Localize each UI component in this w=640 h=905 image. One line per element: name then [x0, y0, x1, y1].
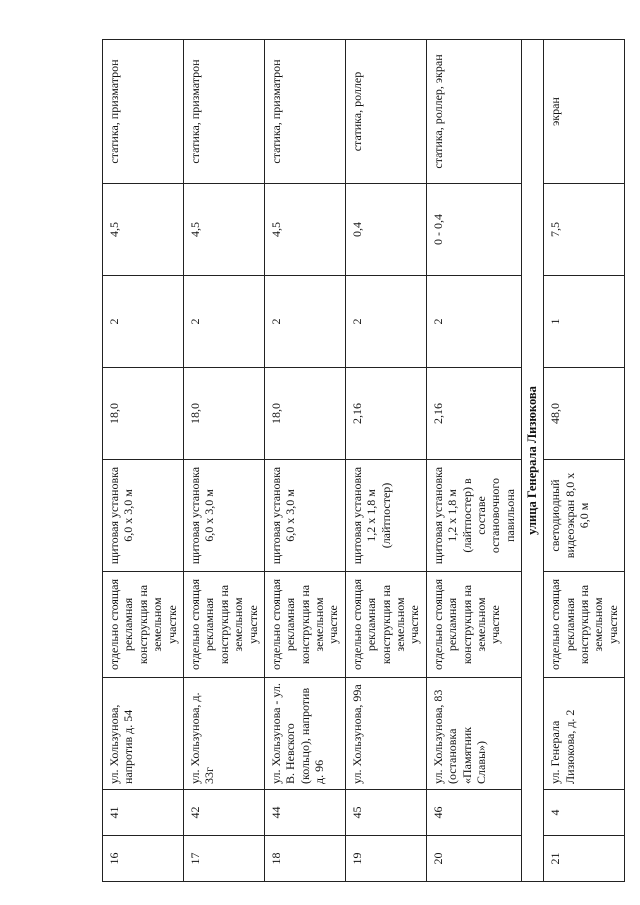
structure-type-cell: отдельно стоящая рекламная конструкция на земельном участке	[345, 572, 426, 678]
table-row	[183, 40, 264, 882]
table-row	[426, 40, 521, 882]
structure-id-cell: 4	[544, 790, 625, 836]
advertising-structures-table	[102, 39, 625, 882]
table-row	[345, 40, 426, 882]
table-row	[103, 40, 184, 882]
address-cell: ул. Хользунова, д. 33г	[183, 678, 264, 790]
area-cell: 48,0	[544, 368, 625, 460]
technology-cell: экран	[544, 40, 625, 184]
technology-cell: статика, призматрон	[183, 40, 264, 184]
section-header-row	[522, 40, 544, 882]
row-number-cell: 18	[264, 836, 345, 882]
structure-kind-cell: щитовая установка 1,2 х 1,8 м (лайтпостер) в составе остановочного павильона	[426, 460, 521, 572]
table-row	[544, 40, 625, 882]
technology-cell: статика, призматрон	[103, 40, 184, 184]
structure-id-cell: 44	[264, 790, 345, 836]
address-cell: ул. Хользунова - ул. В. Невского (кольцо), напротив д. 96	[264, 678, 345, 790]
address-cell: ул. Генерала Лизюкова, д. 2	[544, 678, 625, 790]
structure-kind-cell: щитовая установка 1,2 х 1,8 м (лайтпостер)	[345, 460, 426, 572]
table-row	[264, 40, 345, 882]
structure-id-cell: 46	[426, 790, 521, 836]
size-cell: 0 - 0,4	[426, 184, 521, 276]
area-cell: 18,0	[183, 368, 264, 460]
row-number-cell: 19	[345, 836, 426, 882]
section-title: улица Генерала Лизюкова	[522, 40, 544, 882]
structure-type-cell: отдельно стоящая рекламная конструкция на земельном участке	[426, 572, 521, 678]
area-cell: 18,0	[103, 368, 184, 460]
size-cell: 4,5	[264, 184, 345, 276]
structure-id-cell: 41	[103, 790, 184, 836]
area-cell: 18,0	[264, 368, 345, 460]
address-cell: ул. Хользунова, 83 (остановка «Памятник Славы»)	[426, 678, 521, 790]
structure-type-cell: отдельно стоящая рекламная конструкция на земельном участке	[103, 572, 184, 678]
structure-kind-cell: светодиодный видеоэкран 8,0 х 6,0 м	[544, 460, 625, 572]
size-cell: 0,4	[345, 184, 426, 276]
sides-cell: 2	[264, 276, 345, 368]
size-cell: 4,5	[103, 184, 184, 276]
size-cell: 4,5	[183, 184, 264, 276]
sides-cell: 2	[183, 276, 264, 368]
address-cell: ул. Хользунова, напротив д. 54	[103, 678, 184, 790]
rotated-document-page	[102, 40, 620, 882]
row-number-cell: 17	[183, 836, 264, 882]
row-number-cell: 20	[426, 836, 521, 882]
sides-cell: 2	[103, 276, 184, 368]
technology-cell: статика, роллер	[345, 40, 426, 184]
sides-cell: 1	[544, 276, 625, 368]
structure-id-cell: 42	[183, 790, 264, 836]
area-cell: 2,16	[345, 368, 426, 460]
structure-id-cell: 45	[345, 790, 426, 836]
structure-kind-cell: щитовая установка 6,0 х 3,0 м	[183, 460, 264, 572]
structure-kind-cell: щитовая установка 6,0 х 3,0 м	[264, 460, 345, 572]
row-number-cell: 21	[544, 836, 625, 882]
structure-type-cell: отдельно стоящая рекламная конструкция на земельном участке	[544, 572, 625, 678]
address-cell: ул. Хользунова, 99а	[345, 678, 426, 790]
structure-type-cell: отдельно стоящая рекламная конструкция на земельном участке	[183, 572, 264, 678]
sides-cell: 2	[345, 276, 426, 368]
structure-type-cell: отдельно стоящая рекламная конструкция на земельном участке	[264, 572, 345, 678]
technology-cell: статика, роллер, экран	[426, 40, 521, 184]
structure-kind-cell: щитовая установка 6,0 х 3,0 м	[103, 460, 184, 572]
sides-cell: 2	[426, 276, 521, 368]
area-cell: 2,16	[426, 368, 521, 460]
technology-cell: статика, призматрон	[264, 40, 345, 184]
row-number-cell: 16	[103, 836, 184, 882]
size-cell: 7,5	[544, 184, 625, 276]
